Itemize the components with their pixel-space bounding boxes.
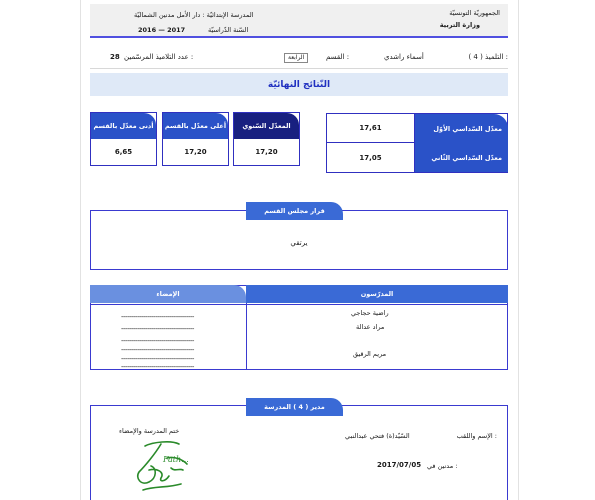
highest-average-box (162, 112, 229, 166)
annual-average-value: 17,20 (255, 148, 278, 156)
school-line: المدرسة الإبتدائيّة : دار الأمل مدنين الشماليّة (134, 11, 254, 19)
semester-averages-box (326, 113, 508, 173)
final-results-banner (90, 73, 508, 96)
annual-average-label: المعدّل السّنوي (234, 113, 299, 139)
student-label: التلميذ ( 4 ) : (468, 53, 508, 61)
final-results-title: النّتائج النهائيّة (267, 80, 331, 90)
student-name: أسماء راشدي (384, 53, 424, 61)
signature-line-1: ------------------------------------ (121, 313, 194, 321)
ministry-line: وزارة التربية (439, 21, 480, 29)
director-tab: مدير ( 4 ) المدرسة (246, 398, 343, 416)
date-value: 2017/07/05 (377, 461, 422, 469)
signature-line-6: ------------------------------------ (121, 363, 194, 371)
director-signature-image (131, 438, 193, 496)
date-label: مدنين في : (427, 462, 458, 470)
signature-line-3: ------------------------------------ (121, 337, 194, 345)
annual-average-box (233, 112, 300, 166)
lowest-average-label: أدنى معدّل بالقسم (91, 113, 156, 139)
teachers-column-tab: المدرّسون (246, 285, 508, 303)
highest-average-value: 17,20 (184, 148, 207, 156)
teacher-name-1: راضية حجاجي (351, 309, 389, 317)
semester1-label: معدّل السّداسي الأوّل (415, 114, 508, 143)
school-year-label: السّنة الدّراسيّة (208, 26, 249, 34)
signature-header-line (91, 304, 246, 305)
highest-average-label: أعلى معدّل بالقسم (163, 113, 228, 139)
report-header (90, 4, 508, 38)
enrolled-label: عدد التلاميذ المرسّمين : (124, 53, 194, 61)
class-value: الرابعة (284, 53, 308, 63)
class-label: القسم : (326, 53, 350, 61)
signature-line-4: ------------------------------------ (121, 346, 194, 354)
teacher-name-2: مراد عدالة (356, 323, 385, 331)
enrolled-value: 28 (110, 53, 120, 61)
info-divider (90, 68, 508, 69)
school-stamp-label: ختم المدرسة والإمضاء (119, 427, 180, 435)
signature-line-5: ------------------------------------ (121, 355, 194, 363)
lowest-average-box (90, 112, 157, 166)
director-frame (90, 405, 508, 500)
signature-column-tab: الإمضاء (90, 285, 246, 303)
republic-line: الجمهوريّة التونسيّة (449, 9, 500, 17)
council-decision-tab: قرار مجلس القسم (246, 202, 343, 220)
council-decision-text: يرتقي (290, 239, 308, 247)
teachers-header-line (247, 304, 508, 305)
signature-line-2: ------------------------------------ (121, 325, 194, 333)
director-signature-text: Fath... (163, 455, 189, 464)
lowest-average-value: 6,65 (114, 148, 133, 156)
director-name-label: الإسم واللقب : (456, 432, 497, 440)
page-edge-left (80, 0, 81, 500)
semester2-value: 17,05 (327, 143, 415, 172)
teacher-name-3: مريم الرقيق (353, 350, 387, 358)
semester2-label: معدّل السّداسي الثّاني (415, 143, 508, 172)
school-year-value: 2016 — 2017 (138, 26, 186, 34)
semester1-value: 17,61 (327, 114, 415, 143)
page-edge-right (518, 0, 519, 500)
director-name-value: السّيّد(ة) فتحي عبدالنبي (345, 432, 410, 440)
